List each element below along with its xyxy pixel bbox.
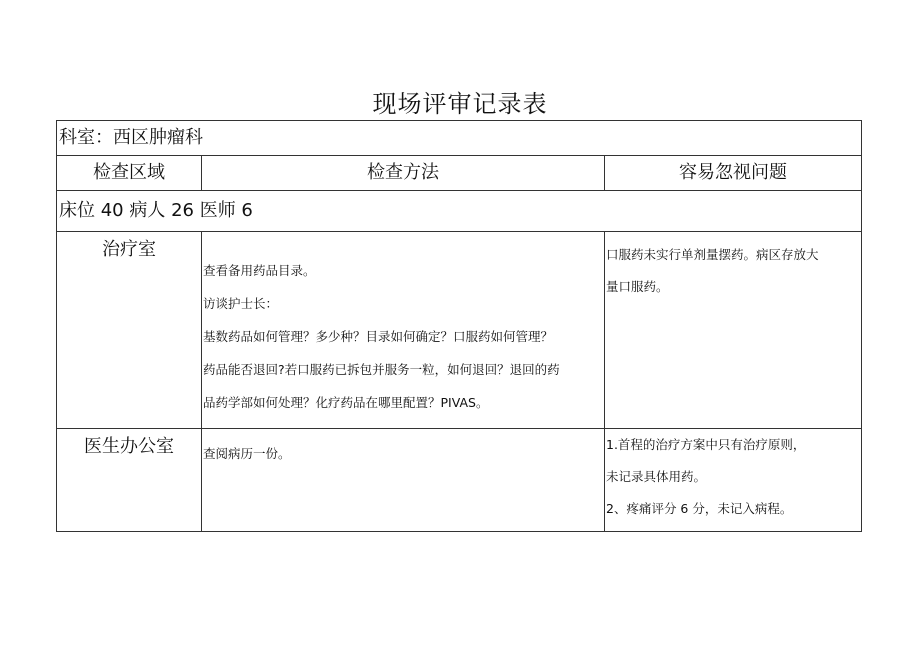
area-cell (57, 232, 202, 429)
issue-line: 未记录具体用药。 (606, 469, 707, 484)
method-cell (202, 429, 605, 532)
method-text (202, 429, 604, 470)
method-text (202, 232, 604, 419)
stats-cell (57, 191, 862, 232)
stats-text: 床位 40 病人 26 医师 6 (59, 200, 253, 221)
issue-cell (605, 429, 862, 532)
header-issues: 容易忽视问题 (679, 162, 787, 183)
table-row (57, 232, 862, 429)
header-method-cell (202, 156, 605, 191)
header-issues-cell (605, 156, 862, 191)
issue-text (605, 232, 861, 303)
issue-line: 量口服药。 (606, 279, 669, 294)
department-row (57, 121, 862, 156)
method-line: 查看备用药品目录。 (203, 263, 316, 278)
department-text: 科室：西区肿瘤科 (59, 127, 203, 148)
area-label-treatment-room: 治疗室 (102, 239, 156, 260)
issue-line: 1.首程的治疗方案中只有治疗原则， (606, 437, 806, 452)
method-line: 品药学部如何处理？化疗药品在哪里配置？PIVAS。 (203, 395, 489, 410)
issue-line: 2、疼痛评分 6 分，未记入病程。 (606, 501, 793, 516)
header-area-cell (57, 156, 202, 191)
header-area: 检查区域 (93, 162, 165, 183)
table-row (57, 429, 862, 532)
department-cell (57, 121, 862, 156)
method-cell (202, 232, 605, 429)
method-line: 基数药品如何管理？多少种？目录如何确定？口服药如何管理？ (203, 329, 554, 344)
issue-cell (605, 232, 862, 429)
area-cell (57, 429, 202, 532)
record-table (56, 120, 862, 532)
issue-text (605, 429, 861, 525)
stats-row (57, 191, 862, 232)
method-line: 查阅病历一份。 (203, 446, 291, 461)
method-line: 访谈护士长： (203, 296, 279, 311)
area-label-doctor-office: 医生办公室 (84, 436, 174, 457)
document-title: 现场评审记录表 (372, 90, 548, 118)
header-method: 检查方法 (367, 162, 439, 183)
header-row (57, 156, 862, 191)
method-line: 药品能否退回?若口服药已拆包并服务一粒，如何退回？退回的药 (203, 362, 560, 377)
issue-line: 口服药未实行单剂量摆药。病区存放大 (606, 247, 819, 262)
